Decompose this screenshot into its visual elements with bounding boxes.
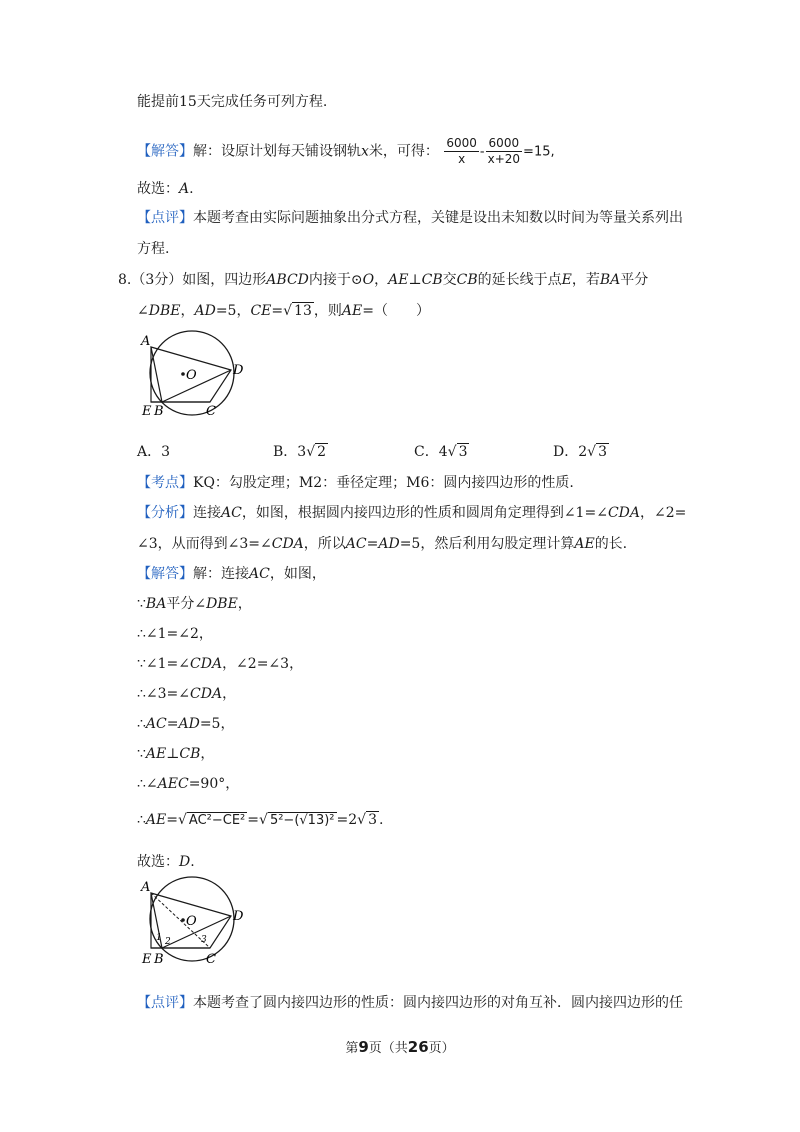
label-C: C [206, 952, 216, 967]
label-E: E [142, 952, 152, 967]
solution-step-7: ∴∠AEC=90°， [137, 776, 240, 792]
label-O: O [186, 368, 197, 383]
prev-continuation: 能提前15天完成任务可列方程. [137, 94, 328, 110]
label-D: D [233, 363, 244, 378]
label-B: B [154, 404, 164, 419]
solution-intro: 【解答】解：连接AC，如图， [137, 566, 326, 582]
option-b: B．3√ 2 [273, 444, 327, 460]
solution-step-8: ∴AE=√ AC²−CE² =√ 5²−(√13)² =2√ 3 . [137, 812, 384, 828]
fenxi-line1: 【分析】连接AC，如图，根据圆内接四边形的性质和圆周角定理得到∠1=∠CDA，∠2= [137, 505, 687, 521]
solution-step-2: ∴∠1=∠2， [137, 626, 213, 642]
label-D: D [233, 909, 244, 924]
kaodian: 【考点】KQ：勾股定理；M2：垂径定理；M6：圆内接四边形的性质. [137, 475, 574, 491]
question-8-line1: 8.（3分）如图，四边形ABCD内接于⊙O，AE⊥CB交CB的延长线于点E，若BA平分 [118, 272, 649, 288]
review-2: 【点评】本题考查了圆内接四边形的性质：圆内接四边形的对角互补．圆内接四边形的任 [137, 995, 683, 1011]
question-8-line2: ∠DBE，AD=5，CE=√ 13 ，则AE=（ ） [137, 303, 430, 319]
angle-label-2: 2 [165, 937, 171, 947]
solution-step-3: ∵∠1=∠CDA，∠2=∠3， [137, 656, 304, 672]
label-A: A [141, 880, 151, 895]
page-footer: 第9页（共26页） [345, 1038, 455, 1056]
label-E: E [142, 404, 152, 419]
geometry-figure-2 [138, 876, 250, 968]
solution-choose: 故选：D. [137, 854, 195, 870]
fenxi-line2: ∠3，从而得到∠3=∠CDA，所以AC=AD=5，然后利用勾股定理计算AE的长. [137, 536, 628, 552]
label-A: A [141, 334, 151, 349]
label-O: O [186, 914, 197, 929]
label-C: C [206, 404, 216, 419]
label-B: B [154, 952, 164, 967]
solution-step-4: ∴∠3=∠CDA， [137, 686, 237, 702]
prev-choose: 故选：A. [137, 181, 194, 197]
option-d: D．2√ 3 [553, 444, 607, 460]
option-c: C．4√ 3 [414, 444, 468, 460]
prev-answer: 【解答】解：设原计划每天铺设钢轨x米，可得： $\frac{6000}{x}$ - $\frac{6000}{x+20}$ =15, [137, 136, 555, 166]
fraction-2: $\frac{6000}{x+20}$ [487, 136, 521, 166]
angle-label-1: 1 [156, 933, 162, 943]
solution-step-1: ∵BA平分∠DBE， [137, 596, 252, 612]
option-a: A．3 [137, 444, 171, 460]
angle-label-3: 3 [201, 935, 207, 945]
solution-step-6: ∵AE⊥CB， [137, 746, 215, 762]
fraction-1: $\frac{6000}{x}$ [446, 136, 477, 166]
answer-tag: 【解答】 [137, 143, 193, 160]
prev-review-cont: 方程. [137, 241, 170, 257]
solution-step-5: ∴AC=AD=5， [137, 716, 235, 732]
geometry-figure-1 [138, 330, 250, 420]
prev-review: 【点评】本题考查由实际问题抽象出分式方程，关键是设出未知数以时间为等量关系列出 [137, 210, 683, 226]
